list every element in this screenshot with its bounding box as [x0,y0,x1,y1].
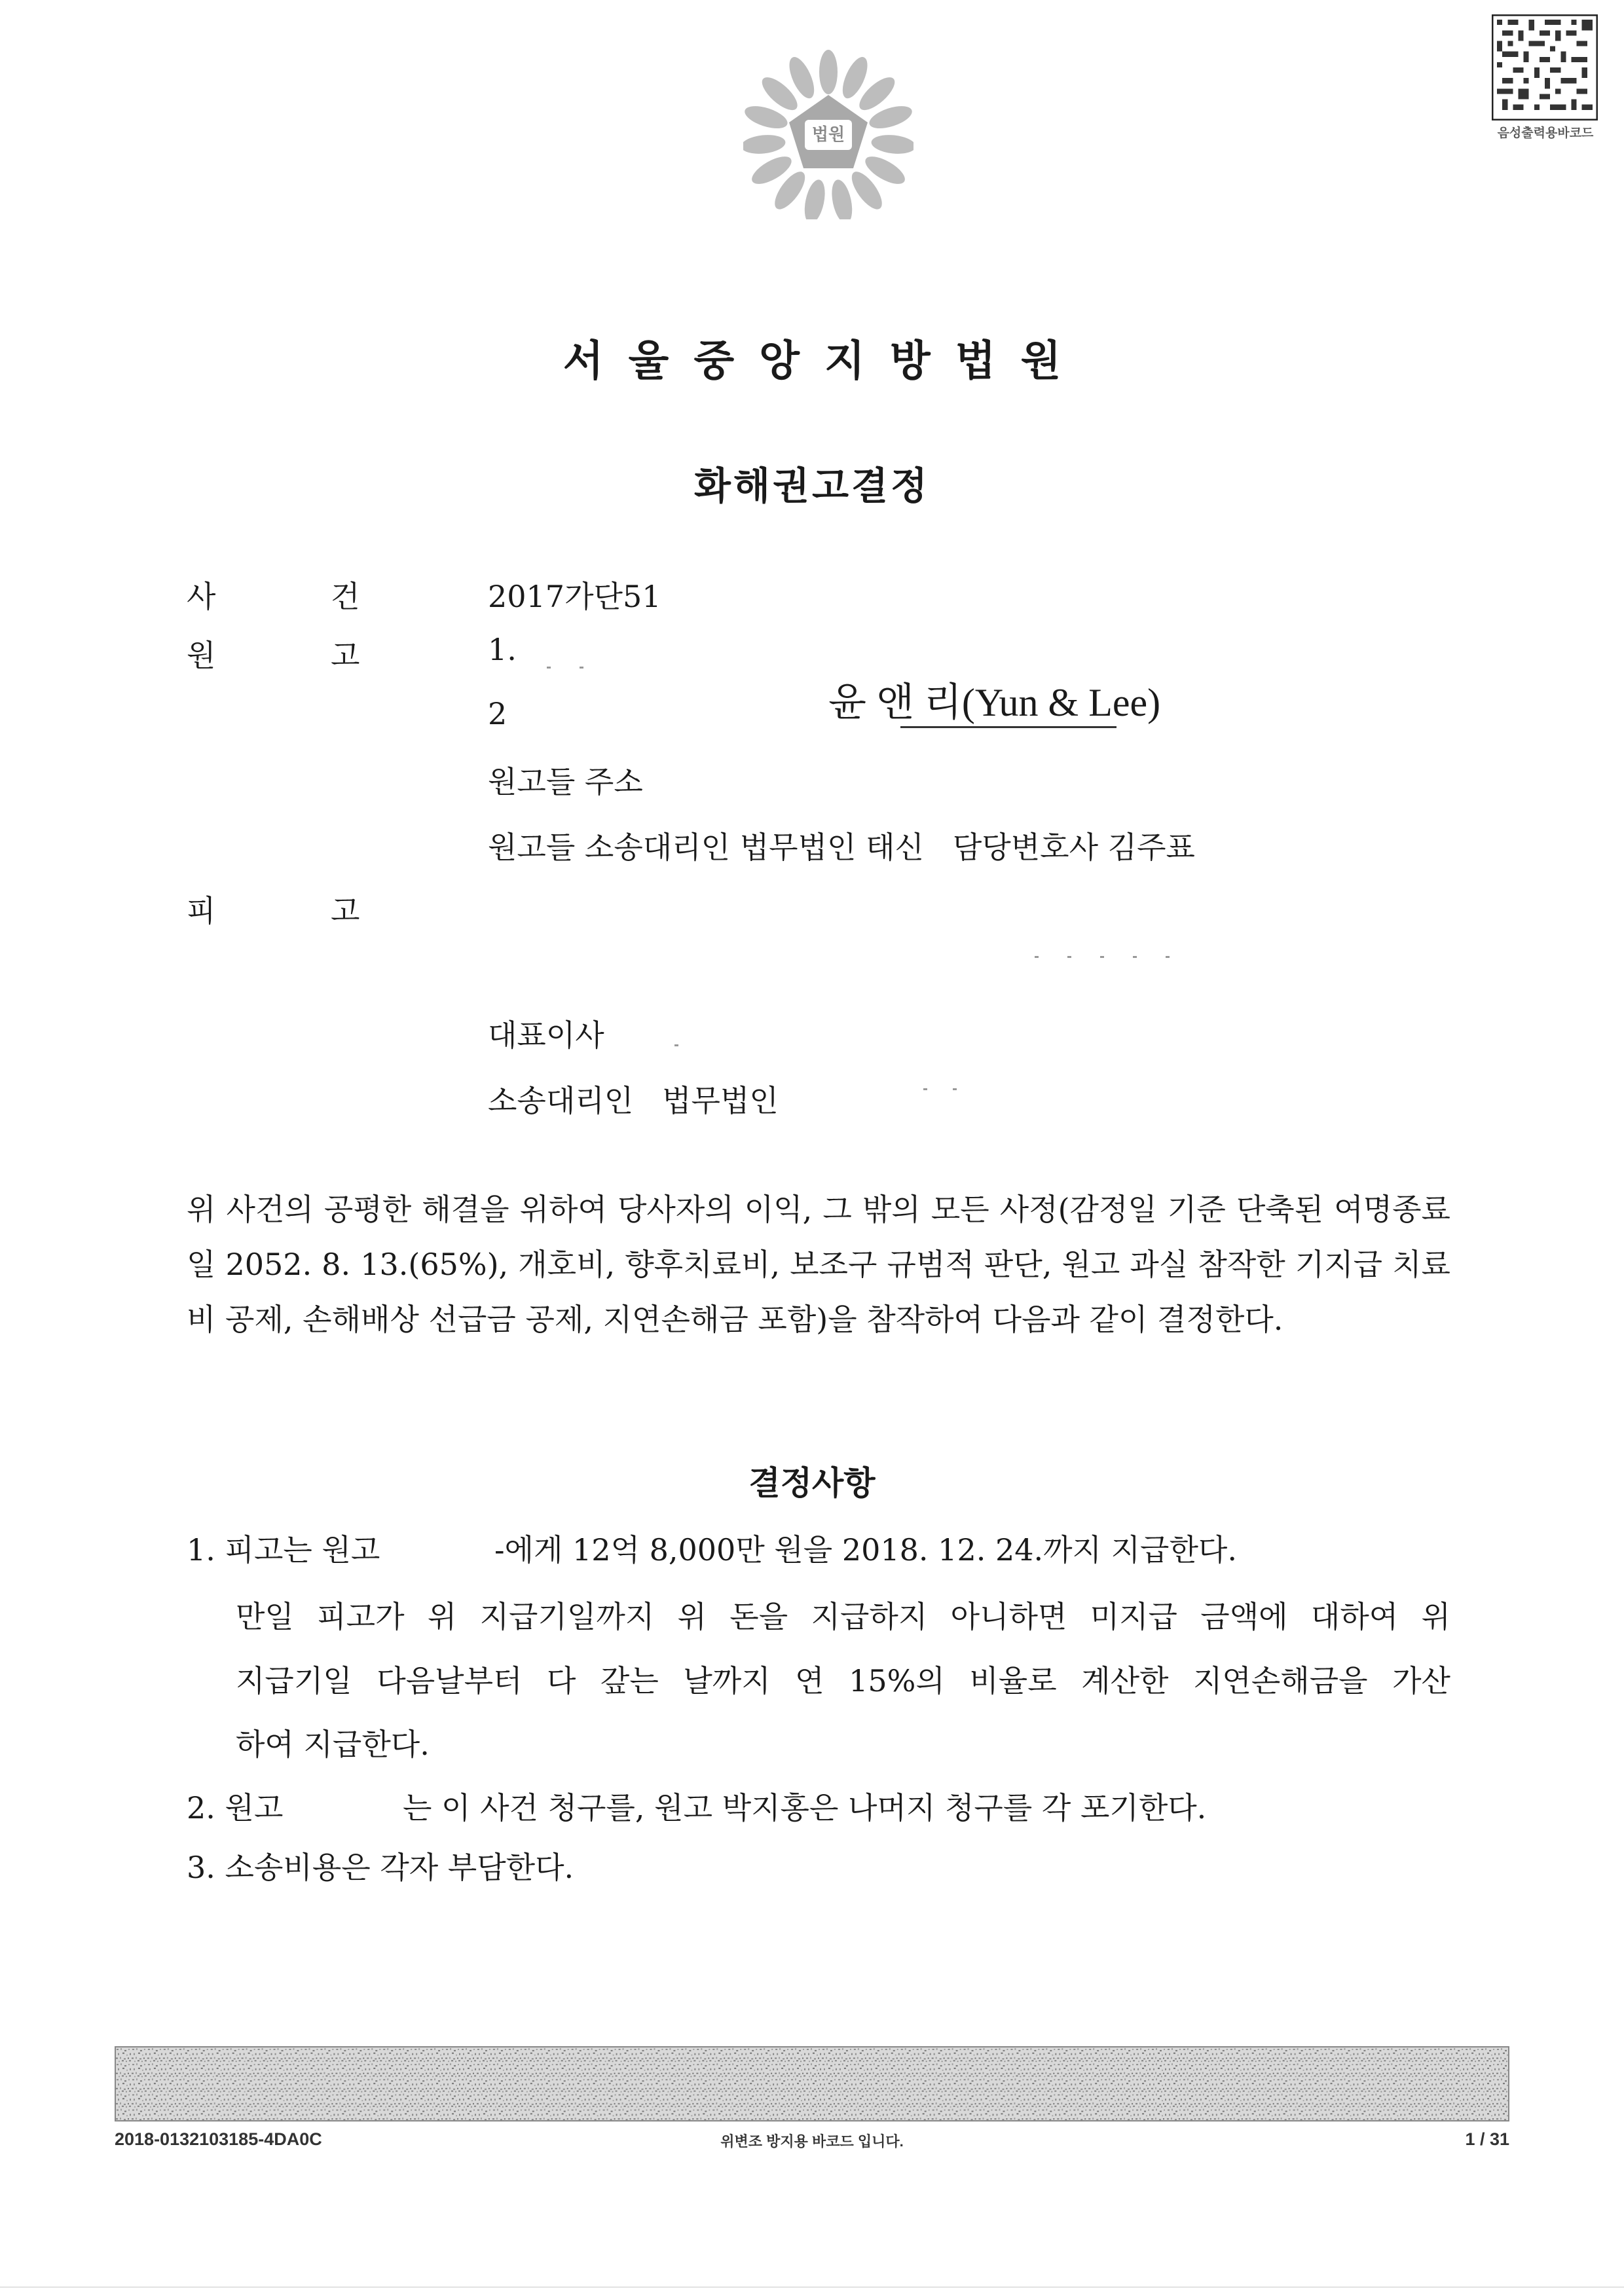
case-label-char-2: 건 [331,579,360,614]
decision-item-1-line-4: 하여 지급한다. [236,1727,430,1762]
decision-reason-paragraph: 위 사건의 공평한 해결을 위하여 당사자의 이익, 그 밖의 모든 사정(감정일 기준 단축된 여명종료일 2052. 8. 13.(65%), 개호비, 향후치료비, 보조구 규범적 판단, 원고 과실 참작한 기지급 치료비 공제, 손해배상 선급금 공제, 지연손해금 포함)을 참작하여 다음과 같이 결정한다. [187,1192,1450,1337]
decision-section-title: 결정사항 [748,1463,876,1502]
decision-item-3: 3. 소송비용은 각자 부담한다. [187,1850,574,1885]
anti-forgery-barcode [115,2046,1509,2121]
decision-item-1-line-3: 지급기일 다음날부터 다 갚는 날까지 연 15%의 비율로 계산한 지연손해금을 가산 [236,1663,1450,1698]
redaction-mark [580,667,583,669]
court-name: 서울중앙지방법원 [563,337,1086,386]
redaction-mark [674,1044,678,1046]
redaction-mark [1133,956,1137,958]
case-label-char-1: 사 [187,579,216,614]
decision-item-2-suffix: 는 이 사건 청구를, 원고 박지홍은 나머지 청구를 각 포기한다. [403,1790,1207,1826]
plaintiff-label-char-2: 고 [331,638,360,673]
plaintiff-2: 2 [488,696,507,731]
decision-item-1-line-2: 만일 피고가 위 지급기일까지 위 돈을 지급하지 아니하면 미지급 금액에 대하여 위 [236,1599,1450,1634]
case-number: 2017가단51 [488,579,661,614]
redaction-mark [1067,956,1071,958]
page-number: 1 / 31 [1465,2129,1509,2149]
document-number: 2018-0132103185-4DA0C [115,2129,322,2149]
plaintiff-attorney: 원고들 소송대리인 법무법인 태신 담당변호사 김주표 [488,830,1195,865]
plaintiff-address-label: 원고들 주소 [488,764,643,799]
defendant-label-char-1: 피 [187,893,216,928]
decision-item-2-prefix: 2. 원고 [187,1790,284,1826]
plaintiff-label-char-1: 원 [187,638,216,673]
emblem-text: 법원 [811,125,845,145]
redaction-mark [1166,956,1170,958]
plaintiff-1: 1. [488,632,517,667]
redaction-mark [1100,956,1104,958]
stamp-underline [900,726,1116,728]
redaction-mark [923,1088,927,1090]
redaction-mark [953,1088,957,1090]
document-title: 화해권고결정 [693,464,931,508]
redaction-mark [547,667,551,669]
barcode-notice: 위변조 방지용 바코드 입니다. [720,2133,904,2150]
defendant-representative: 대표이사 [488,1018,604,1053]
decision-item-1-suffix: -에게 12억 8,000만 원을 2018. 12. 24.까지 지급한다. [494,1532,1237,1568]
defendant-label-char-2: 고 [331,893,360,928]
law-firm-stamp: 윤 앤 리(Yun & Lee) [828,681,1161,724]
redaction-mark [1035,956,1039,958]
page-edge-line [0,2286,1624,2288]
decision-item-1-prefix: 1. 피고는 원고 [187,1532,380,1568]
defendant-attorney: 소송대리인 법무법인 [488,1083,779,1118]
qr-label: 음성출력용바코드 [1497,126,1594,140]
qr-code-icon [1492,14,1598,120]
